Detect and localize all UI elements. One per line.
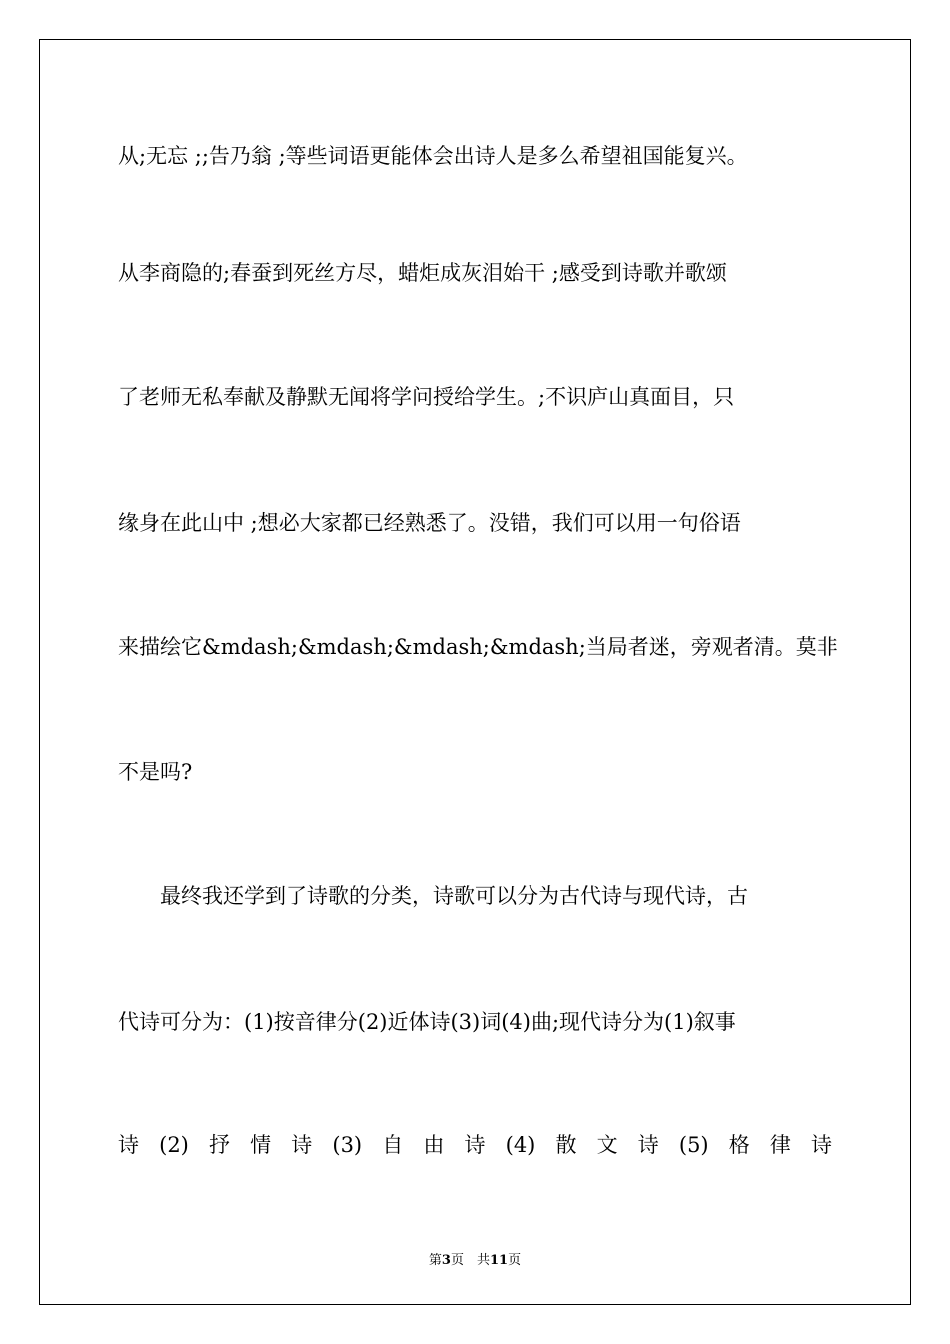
word: 由 xyxy=(423,1133,445,1157)
page-number: 3 xyxy=(441,1253,451,1268)
text-line-4: 缘身在此山中 ;想必大家都已经熟悉了。没错，我们可以用一句俗语 xyxy=(118,511,741,535)
word: 诗 xyxy=(637,1133,659,1157)
word: 文 xyxy=(596,1133,618,1157)
text-line-9 xyxy=(118,1135,832,1156)
word: 诗 xyxy=(464,1133,486,1157)
page-footer xyxy=(0,1249,950,1268)
word: (5) xyxy=(678,1133,709,1157)
word: 抒 xyxy=(209,1133,230,1157)
word: (2) xyxy=(159,1133,189,1157)
word: (4) xyxy=(505,1133,536,1157)
page-border xyxy=(39,39,911,1305)
word: 散 xyxy=(555,1133,577,1157)
word: 诗 xyxy=(118,1133,139,1157)
word: 情 xyxy=(250,1133,272,1157)
word: 格 xyxy=(728,1133,750,1157)
total-pages: 11 xyxy=(489,1253,509,1268)
word: 自 xyxy=(382,1133,404,1157)
footer-mid: 页 共 xyxy=(450,1253,490,1268)
word: 诗 xyxy=(811,1133,832,1157)
word: 律 xyxy=(769,1133,791,1157)
footer-suffix: 页 xyxy=(508,1253,522,1268)
word: 诗 xyxy=(291,1133,313,1157)
text-line-5: 来描绘它&mdash;&mdash;&mdash;&mdash;当局者迷，旁观者清。莫非 xyxy=(118,635,838,659)
text-line-1: 从;无忘 ;;告乃翁 ;等些词语更能体会出诗人是多么希望祖国能复兴。 xyxy=(118,144,748,168)
text-line-3: 了老师无私奉献及静默无闻将学问授给学生。;不识庐山真面目，只 xyxy=(118,385,735,409)
text-line-2: 从李商隐的;春蚕到死丝方尽，蜡炬成灰泪始干 ;感受到诗歌并歌颂 xyxy=(118,261,727,285)
word: (3) xyxy=(332,1133,363,1157)
text-line-7: 最终我还学到了诗歌的分类，诗歌可以分为古代诗与现代诗，古 xyxy=(118,884,748,908)
footer-prefix: 第 xyxy=(428,1253,442,1268)
text-line-8: 代诗可分为：(1)按音律分(2)近体诗(3)词(4)曲;现代诗分为(1)叙事 xyxy=(118,1010,736,1034)
text-line-6: 不是吗? xyxy=(118,760,193,784)
